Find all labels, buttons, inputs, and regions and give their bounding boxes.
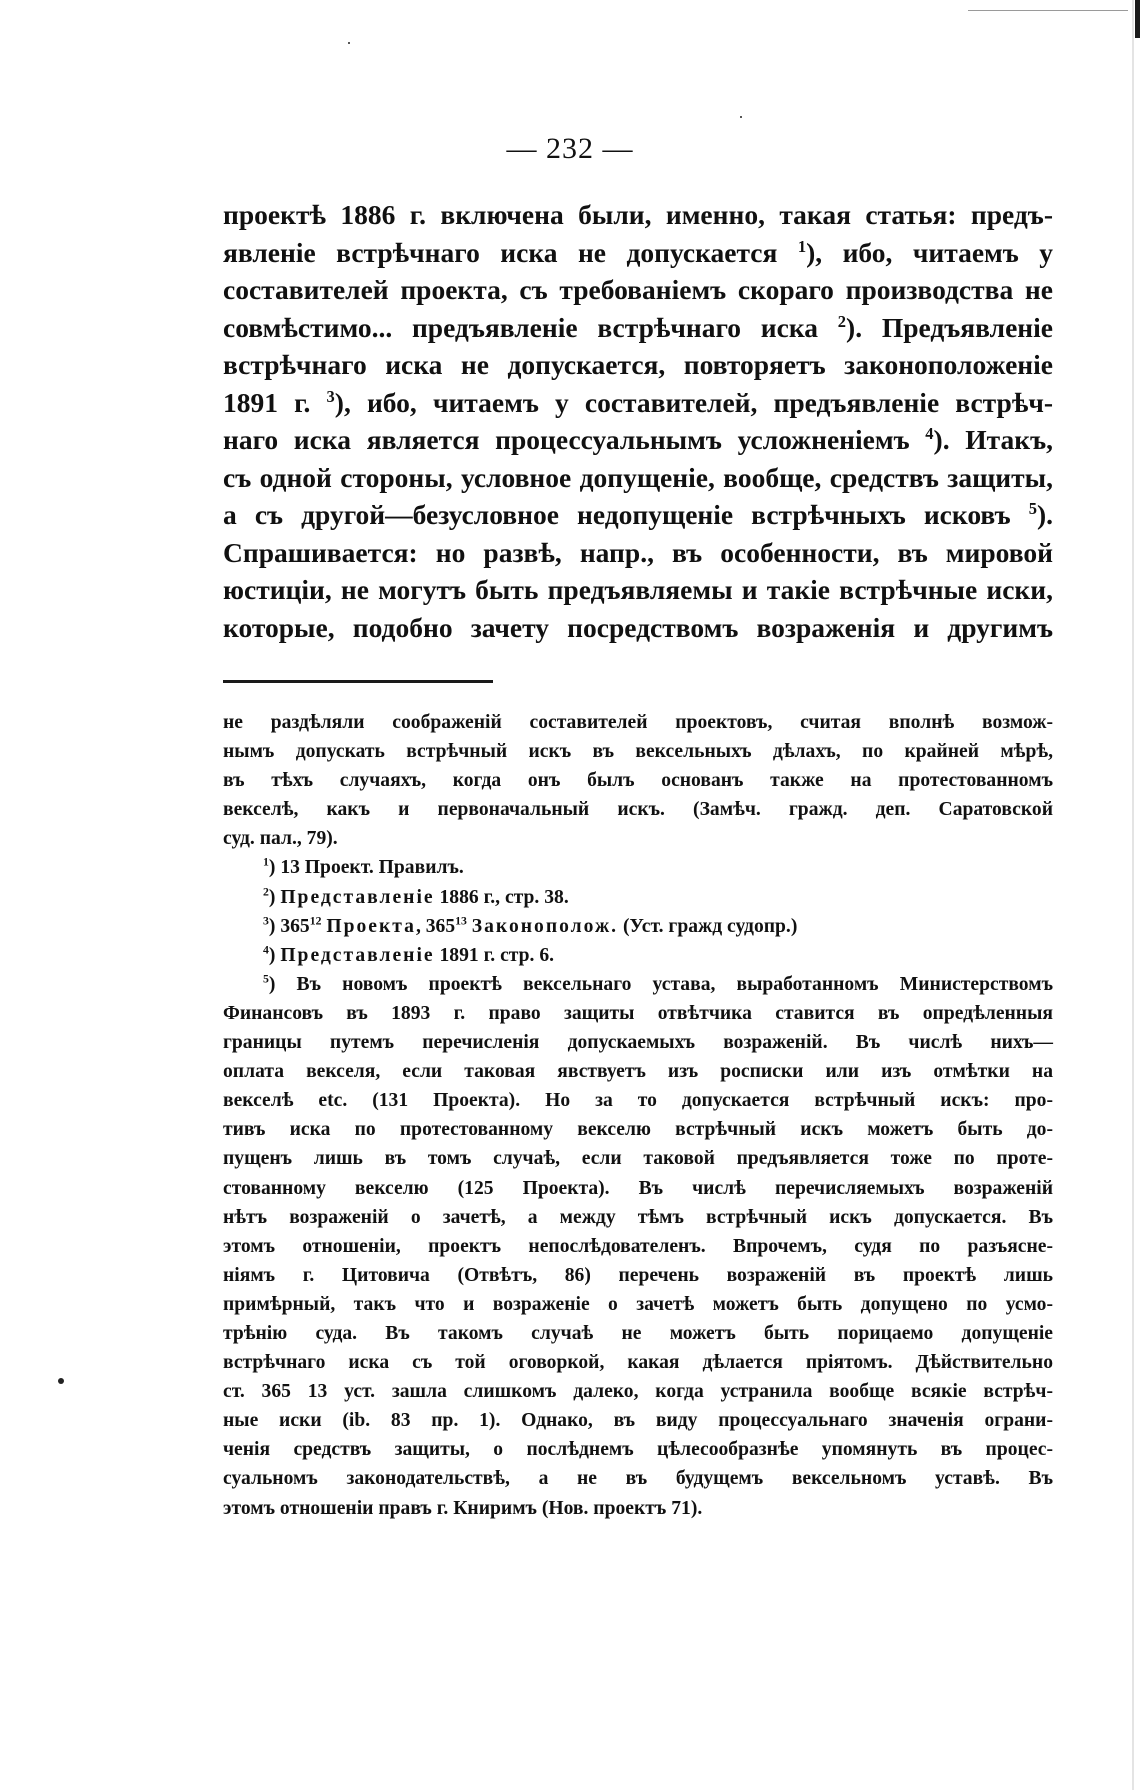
body-line: проектѣ 1886 г. включена были, именно, такая статья: предъ- — [223, 199, 1053, 230]
body-line: встрѣчнаго иска не допускается, повторяетъ законоположеніе — [223, 349, 1053, 380]
footnote-5-line: границы путемъ перечисленія допускаемыхъ возраженій. Въ числѣ нихъ— — [223, 1032, 1053, 1054]
footnote-mark: 1 — [263, 855, 269, 869]
footnote-ref: 4 — [925, 423, 934, 443]
footnote-5-line: векселѣ etc. (131 Проекта). Но за то допускается встрѣчный искъ: про- — [223, 1090, 1053, 1112]
ink-speck — [740, 116, 742, 118]
page-number: — 232 — — [506, 132, 634, 165]
body-line: наго иска является процессуальнымъ усложненіемъ $^4$). Итакъ, — [223, 423, 1053, 455]
body-line: явленіе встрѣчнаго иска не допускается $^1$), ибо, читаемъ у — [223, 236, 1053, 268]
ink-speck — [58, 1378, 64, 1384]
footnote-continuation-line: въ тѣхъ случаяхъ, когда онъ былъ основанъ также на протестованномъ — [223, 770, 1053, 792]
footnotes — [223, 708, 1053, 1523]
footnote-mark: 3 — [263, 914, 269, 928]
body-line: съ одной стороны, условное допущеніе, вообще, средствъ защиты, — [223, 461, 1053, 493]
footnote-mark: 4 — [263, 943, 269, 957]
footnote-1: $^1$) 13 Проект. Правилъ. — [263, 855, 464, 879]
footnote-5-line: ст. 365 13 уст. зашла слишкомъ далеко, когда устранила вообще всякіе встрѣч- — [223, 1381, 1053, 1403]
footnote-mark: 5 — [263, 972, 269, 986]
footnote-5-line: встрѣчнаго иска съ той оговоркой, какая дѣлается пріятомъ. Дѣйствительно — [223, 1352, 1053, 1374]
footnote-5-line: ченія средствъ защиты, о послѣднемъ цѣлесообразнѣе упомянуть въ процес- — [223, 1439, 1053, 1461]
footnote-3: $^3$) $365^{12}$ Проекта, $365^{13}$ Законополож. (Уст. гражд судопр.) — [263, 914, 798, 937]
footnote-ref: 5 — [1028, 498, 1037, 518]
footnote-5-line: этомъ отношеніи правъ г. Книримъ (Нов. проектъ 71). — [223, 1497, 703, 1519]
footnote-5-line: ніямъ г. Цитовича (Отвѣтъ, 86) перечень возраженій въ проектѣ лишь — [223, 1264, 1053, 1286]
footnote-5-line: нѣтъ возраженій о зачетѣ, а между тѣмъ встрѣчный искъ допускается. Въ — [223, 1206, 1053, 1228]
main-text — [223, 196, 1053, 646]
body-line: составителей проекта, съ требованіемъ скораго производства не — [223, 274, 1053, 305]
footnote-5-line: примѣрный, такъ что и возраженіе о зачетѣ можетъ быть допущено по усмо- — [223, 1293, 1053, 1315]
body-line: а съ другой—безусловное недопущеніе встрѣчныхъ исковъ $^5$). — [223, 498, 1053, 530]
footnote-ref: 1 — [797, 236, 807, 256]
footnote-5: $^5$) Въ новомъ проектѣ вексельнаго устава, выработанномъ Министерствомъ — [263, 972, 1053, 995]
footnote-ref: 3 — [326, 386, 335, 406]
footnote-5-line: этомъ отношеніи, проектъ непослѣдователенъ. Впрочемъ, судя по разъясне- — [223, 1235, 1053, 1257]
footnote-continuation-line: суд. пал., 79). — [223, 828, 338, 850]
footnote-5-line: трѣнію суда. Въ такомъ случаѣ не можетъ быть порицаемо допущеніе — [223, 1322, 1053, 1344]
footnote-5-line: тивъ иска по протестованному векселю встрѣчный искъ можетъ быть до- — [223, 1119, 1053, 1141]
footnote-continuation-line: векселѣ, какъ и первоначальный искъ. (Замѣч. гражд. деп. Саратовской — [223, 799, 1053, 821]
body-line: совмѣстимо... предъявленіе встрѣчнаго иска $^2$). Предъявленіе — [223, 311, 1053, 343]
footnote-5-line: ные иски (ib. 83 пр. 1). Однако, въ виду процессуальнаго значенія ограни- — [223, 1410, 1053, 1432]
footnote-4: $^4$) Представленіе 1891 г. стр. 6. — [263, 943, 555, 966]
corner-rule — [968, 10, 1128, 11]
page-edge-mark — [1135, 0, 1140, 38]
body-line: Спрашивается: но развѣ, напр., въ особенности, въ мировой — [223, 536, 1053, 568]
footnote-5-line: оплата векселя, если таковая явствуетъ изъ росписки или изъ отмѣтки на — [223, 1061, 1053, 1083]
footnote-continuation-line: не раздѣляли соображеній составителей проектовъ, считая вполнѣ возмож- — [223, 712, 1053, 733]
ink-speck — [348, 42, 350, 44]
body-line: юстиціи, не могутъ быть предъявляемы и такіе встрѣчные иски, — [223, 574, 1053, 605]
footnote-5-line: стованному векселю (125 Проекта). Въ числѣ перечисляемыхъ возраженій — [223, 1177, 1053, 1199]
footnote-continuation-line: нымъ допускать встрѣчный искъ въ вексельныхъ дѣлахъ, по крайней мѣрѣ, — [223, 741, 1053, 763]
footnote-mark: 2 — [263, 885, 269, 899]
body-line: которые, подобно зачету посредствомъ возраженія и другимъ — [223, 611, 1053, 643]
footnote-separator — [223, 680, 493, 683]
page-edge-line — [1132, 0, 1134, 1790]
footnote-5-line: суальномъ законодательствѣ, а не въ будущемъ вексельномъ уставѣ. Въ — [223, 1468, 1053, 1490]
footnote-5-line: пущенъ лишь въ томъ случаѣ, если таковой предъявляется тоже по проте- — [223, 1148, 1053, 1170]
body-line: 1891 г. $^3$), ибо, читаемъ у составителей, предъявленіе встрѣч- — [223, 386, 1053, 418]
footnote-5-line: Финансовъ въ 1893 г. право защиты отвѣтчика ставится въ опредѣленныя — [223, 1002, 1053, 1024]
footnote-ref: 2 — [837, 311, 847, 331]
footnote-2: $^2$) Представленіе 1886 г., стр. 38. — [263, 885, 569, 908]
